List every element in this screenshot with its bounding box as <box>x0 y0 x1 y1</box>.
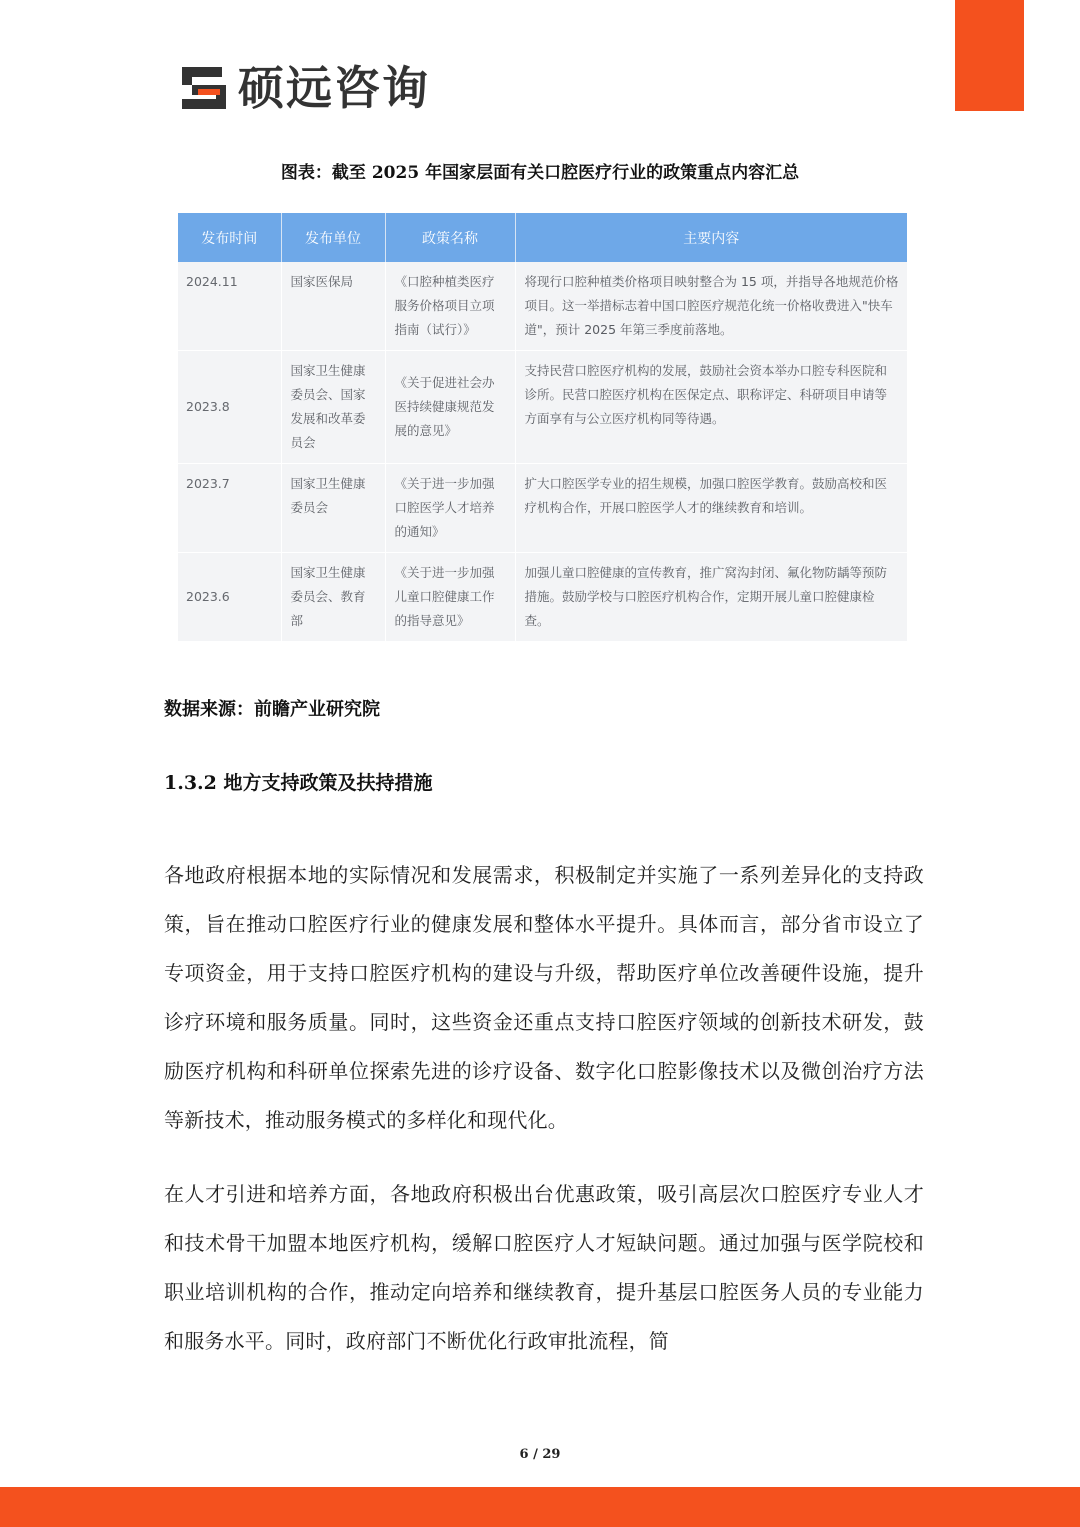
cell-content: 扩大口腔医学专业的招生规模，加强口腔医学教育。鼓励高校和医疗机构合作，开展口腔医学人才的继续教育和培训。 <box>515 464 907 553</box>
table-row <box>178 262 907 351</box>
cell-issuer: 国家卫生健康委员会、教育部 <box>281 553 385 642</box>
table-row <box>178 553 907 642</box>
table-row <box>178 464 907 553</box>
cell-date: 2024.11 <box>178 262 281 351</box>
corner-accent-block <box>955 0 1024 111</box>
cell-issuer: 国家卫生健康委员会、国家发展和改革委员会 <box>281 351 385 464</box>
cell-content: 将现行口腔种植类价格项目映射整合为 15 项，并指导各地规范价格项目。这一举措标志着中国口腔医疗规范化统一价格收费进入"快车道"，预计 2025 年第三季度前落地。 <box>515 262 907 351</box>
logo-mark-icon <box>178 63 230 113</box>
cell-date: 2023.8 <box>178 351 281 464</box>
cell-issuer: 国家医保局 <box>281 262 385 351</box>
table-header-row <box>178 213 907 262</box>
cell-policy: 《关于进一步加强儿童口腔健康工作的指导意见》 <box>385 553 515 642</box>
cell-policy: 《口腔种植类医疗服务价格项目立项指南（试行）》 <box>385 262 515 351</box>
page-number: 6 / 29 <box>519 1447 561 1462</box>
cell-policy: 《关于促进社会办医持续健康规范发展的意见》 <box>385 351 515 464</box>
data-source: 数据来源：前瞻产业研究院 <box>164 699 380 720</box>
column-header-issuer: 发布单位 <box>281 213 385 262</box>
cell-date: 2023.7 <box>178 464 281 553</box>
table-row <box>178 351 907 464</box>
brand-name: 硕远咨询 <box>238 61 430 115</box>
cell-content: 加强儿童口腔健康的宣传教育，推广窝沟封闭、氟化物防龋等预防措施。鼓励学校与口腔医疗机构合作，定期开展儿童口腔健康检查。 <box>515 553 907 642</box>
cell-date: 2023.6 <box>178 553 281 642</box>
column-header-policy: 政策名称 <box>385 213 515 262</box>
cell-issuer: 国家卫生健康委员会 <box>281 464 385 553</box>
body-paragraph: 各地政府根据本地的实际情况和发展需求，积极制定并实施了一系列差异化的支持政策，旨在推动口腔医疗行业的健康发展和整体水平提升。具体而言，部分省市设立了专项资金，用于支持口腔医疗机构的建设与升级，帮助医疗单位改善硬件设施，提升诊疗环境和服务质量。同时，这些资金还重点支持口腔医疗领域的创新技术研发，鼓励医疗机构和科研单位探索先进的诊疗设备、数字化口腔影像技术以及微创治疗方法等新技术，推动服务模式的多样化和现代化。 <box>164 863 924 1132</box>
cell-content: 支持民营口腔医疗机构的发展，鼓励社会资本举办口腔专科医院和诊所。民营口腔医疗机构在医保定点、职称评定、科研项目申请等方面享有与公立医疗机构同等待遇。 <box>515 351 907 464</box>
policy-table <box>178 213 907 642</box>
body-paragraph: 在人才引进和培养方面，各地政府积极出台优惠政策，吸引高层次口腔医疗专业人才和技术骨干加盟本地医疗机构，缓解口腔医疗人才短缺问题。通过加强与医学院校和职业培训机构的合作，推动定向培养和继续教育，提升基层口腔医务人员的专业能力和服务水平。同时，政府部门不断优化行政审批流程，简 <box>164 1182 924 1353</box>
cell-policy: 《关于进一步加强口腔医学人才培养的通知》 <box>385 464 515 553</box>
column-header-date: 发布时间 <box>178 213 281 262</box>
column-header-content: 主要内容 <box>515 213 907 262</box>
brand-logo <box>178 62 430 114</box>
footer-accent-bar <box>0 1487 1080 1527</box>
figure-title: 图表：截至 2025 年国家层面有关口腔医疗行业的政策重点内容汇总 <box>280 163 800 183</box>
section-heading: 1.3.2 地方支持政策及扶持措施 <box>164 772 433 794</box>
